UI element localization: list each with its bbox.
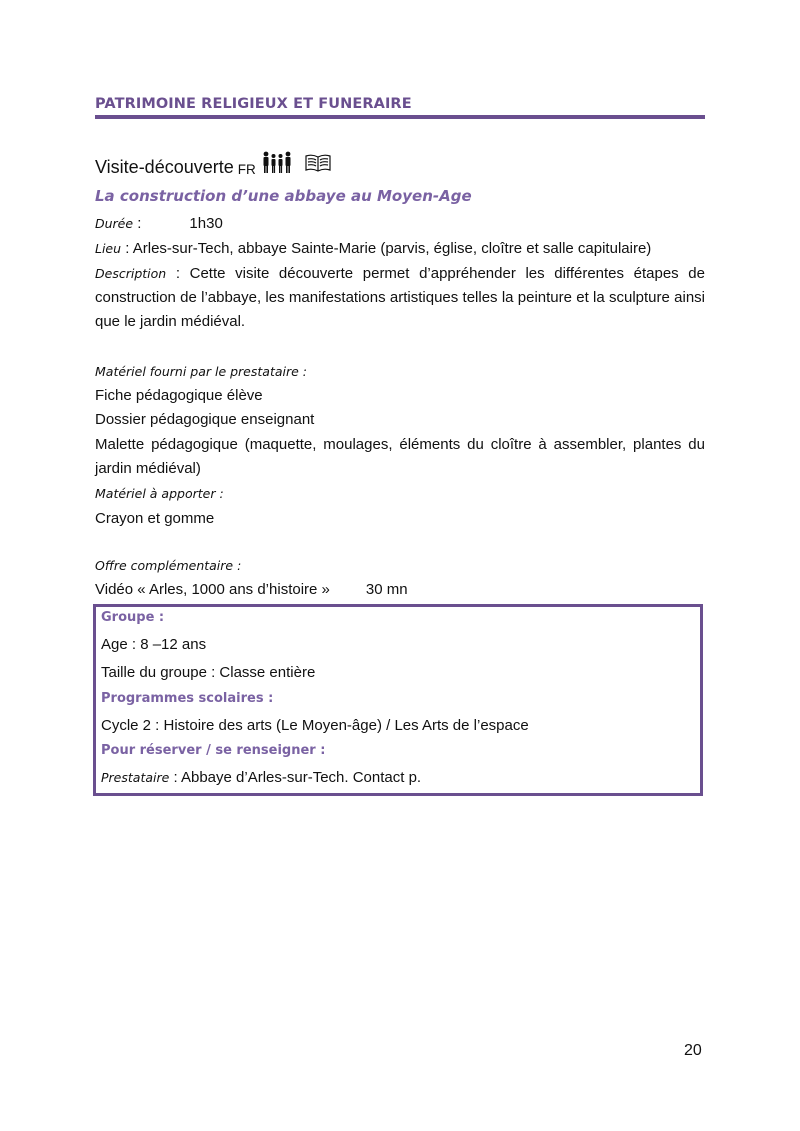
visit-language: FR — [237, 162, 256, 177]
description-label: Description — [95, 266, 167, 281]
duree-line — [95, 212, 223, 236]
prestataire-line — [101, 769, 421, 786]
list-item: Fiche pédagogique élève — [95, 387, 263, 404]
book-icon — [304, 153, 332, 178]
info-box — [93, 604, 703, 796]
description-paragraph — [95, 262, 705, 334]
prestataire-value: : Abbaye d’Arles-sur-Tech. Contact p. — [169, 769, 422, 786]
reserver-label: Pour réserver / se renseigner : — [101, 743, 326, 758]
offre-video: Vidéo « Arles, 1000 ans d’histoire » — [95, 581, 330, 598]
materiel-apporter-value: Crayon et gomme — [95, 510, 215, 527]
groupe-label: Groupe : — [101, 610, 165, 625]
offre-label-text: Offre complémentaire : — [95, 558, 242, 573]
visit-title: La construction d’une abbaye au Moyen-Age — [95, 187, 472, 205]
visit-type: Visite-découverte — [95, 157, 234, 177]
lieu-label: Lieu — [95, 241, 122, 256]
description-value: : Cette visite découverte permet d’appréhender les différentes étapes de construction de l’abbaye, les manifestations artistiques telles la peinture et la sculpture ainsi que le jardin médiéval. — [95, 265, 705, 330]
programmes-label: Programmes scolaires : — [101, 691, 274, 706]
list-item: Malette pédagogique (maquette, moulages, éléments du cloître à assembler, plantes du jardin médiéval) — [95, 436, 705, 477]
materiel-apporter-label — [95, 482, 224, 506]
list-item: Dossier pédagogique enseignant — [95, 411, 315, 428]
duree-separator: : — [133, 215, 142, 232]
prestataire-label: Prestataire — [101, 770, 170, 785]
age-value: Age : 8 –12 ans — [101, 636, 207, 653]
duree-label: Durée — [95, 216, 134, 231]
family-icon — [262, 151, 292, 178]
duree-value: 1h30 — [189, 215, 223, 232]
offre-label — [95, 554, 241, 578]
offre-duration: 30 mn — [365, 581, 408, 598]
lieu-line — [95, 237, 651, 261]
page-number: 20 — [684, 1042, 702, 1059]
lieu-value: : Arles-sur-Tech, abbaye Sainte-Marie (parvis, église, cloître et salle capitulaire) — [121, 240, 652, 257]
materiel-fourni-label-text: Matériel fourni par le prestataire : — [95, 364, 307, 379]
visit-title-line — [95, 152, 332, 178]
materiel-apporter-label-text: Matériel à apporter : — [95, 486, 224, 501]
offre-line — [95, 578, 408, 602]
taille-value: Taille du groupe : Classe entière — [101, 664, 316, 681]
programmes-value: Cycle 2 : Histoire des arts (Le Moyen-âge) / Les Arts de l’espace — [101, 717, 529, 734]
materiel-fourni-label — [95, 360, 307, 384]
section-heading: PATRIMOINE RELIGIEUX ET FUNERAIRE — [95, 96, 705, 119]
